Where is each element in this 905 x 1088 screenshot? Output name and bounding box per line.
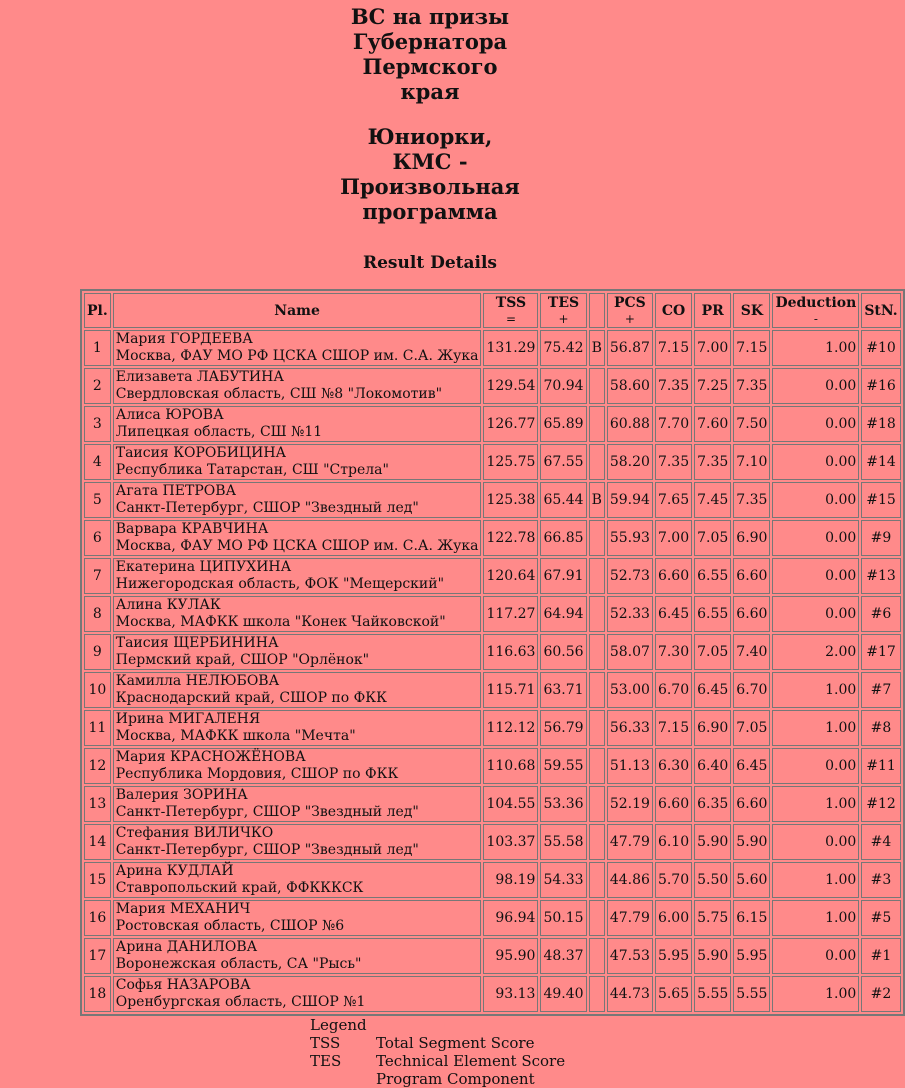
pcs-cell: 47.79 bbox=[607, 900, 653, 936]
place-cell: 3 bbox=[84, 406, 111, 442]
col-tes-header bbox=[540, 293, 586, 328]
bonus-cell bbox=[589, 710, 605, 746]
tes-cell: 65.89 bbox=[540, 406, 586, 442]
tss-cell: 98.19 bbox=[483, 862, 538, 898]
skater-name: Ирина МИГАЛЕНЯ bbox=[115, 711, 261, 727]
skater-club: Пермский край, СШОР "Орлёнок" bbox=[115, 652, 370, 668]
tss-cell: 104.55 bbox=[483, 786, 538, 822]
tss-cell: 117.27 bbox=[483, 596, 538, 632]
start-number-cell: #17 bbox=[861, 634, 900, 670]
deduction-cell: 1.00 bbox=[772, 862, 859, 898]
deduction-cell: 0.00 bbox=[772, 406, 859, 442]
deduction-cell: 0.00 bbox=[772, 368, 859, 404]
bonus-cell bbox=[589, 406, 605, 442]
table-row bbox=[84, 558, 901, 594]
co-cell: 6.60 bbox=[655, 786, 692, 822]
tes-cell: 67.55 bbox=[540, 444, 586, 480]
tes-cell: 48.37 bbox=[540, 938, 586, 974]
name-cell bbox=[113, 748, 482, 784]
legend-abbr: TSS bbox=[310, 1034, 341, 1052]
sk-cell: 5.90 bbox=[733, 824, 770, 860]
pr-cell: 6.55 bbox=[694, 558, 731, 594]
name-cell bbox=[113, 672, 482, 708]
skater-name: Софья НАЗАРОВА bbox=[115, 977, 251, 993]
place-cell: 14 bbox=[84, 824, 111, 860]
co-cell: 7.15 bbox=[655, 330, 692, 366]
tss-cell: 115.71 bbox=[483, 672, 538, 708]
pcs-cell: 55.93 bbox=[607, 520, 653, 556]
skater-name: Стефания ВИЛИЧКО bbox=[115, 825, 274, 841]
pr-cell: 7.05 bbox=[694, 520, 731, 556]
start-number-cell: #6 bbox=[861, 596, 900, 632]
category-title-line: Юниорки, bbox=[367, 124, 493, 149]
col-bonus-header bbox=[589, 293, 605, 328]
skater-club: Республика Татарстан, СШ "Стрела" bbox=[115, 462, 389, 478]
bonus-cell bbox=[589, 444, 605, 480]
name-cell bbox=[113, 862, 482, 898]
event-title-line: Пермского bbox=[362, 54, 498, 79]
table-row bbox=[84, 520, 901, 556]
skater-club: Москва, МАФКК школа "Мечта" bbox=[115, 728, 356, 744]
legend-item bbox=[310, 1052, 565, 1070]
sk-cell: 6.60 bbox=[733, 558, 770, 594]
name-cell bbox=[113, 976, 482, 1012]
tes-cell: 59.55 bbox=[540, 748, 586, 784]
pr-cell: 6.90 bbox=[694, 710, 731, 746]
co-cell: 5.95 bbox=[655, 938, 692, 974]
deduction-cell: 0.00 bbox=[772, 938, 859, 974]
sk-cell: 7.15 bbox=[733, 330, 770, 366]
sk-cell: 5.95 bbox=[733, 938, 770, 974]
bonus-cell bbox=[589, 596, 605, 632]
bonus-cell bbox=[589, 558, 605, 594]
sk-cell: 7.40 bbox=[733, 634, 770, 670]
skater-name: Агата ПЕТРОВА bbox=[115, 483, 237, 499]
tss-cell: 126.77 bbox=[483, 406, 538, 442]
bonus-cell bbox=[589, 862, 605, 898]
skater-name: Арина КУДЛАЙ bbox=[115, 863, 234, 879]
deduction-cell: 0.00 bbox=[772, 558, 859, 594]
start-number-cell: #3 bbox=[861, 862, 900, 898]
category-title-line: программа bbox=[362, 199, 498, 224]
pcs-cell: 59.94 bbox=[607, 482, 653, 518]
skater-club: Оренбургская область, СШОР №1 bbox=[115, 994, 366, 1010]
place-cell: 9 bbox=[84, 634, 111, 670]
sk-cell: 6.70 bbox=[733, 672, 770, 708]
pr-cell: 7.35 bbox=[694, 444, 731, 480]
header-row bbox=[84, 293, 901, 328]
place-cell: 1 bbox=[84, 330, 111, 366]
name-cell bbox=[113, 406, 482, 442]
pcs-sign: + bbox=[624, 311, 635, 326]
skater-name: Елизавета ЛАБУТИНА bbox=[115, 369, 284, 385]
table-row bbox=[84, 786, 901, 822]
col-co-header: CO bbox=[655, 293, 692, 328]
pcs-cell: 52.73 bbox=[607, 558, 653, 594]
skater-club: Москва, ФАУ МО РФ ЦСКА СШОР им. С.А. Жука bbox=[115, 348, 479, 364]
pcs-cell: 60.88 bbox=[607, 406, 653, 442]
tes-cell: 75.42 bbox=[540, 330, 586, 366]
skater-name: Мария МЕХАНИЧ bbox=[115, 901, 251, 917]
co-cell: 7.65 bbox=[655, 482, 692, 518]
legend bbox=[310, 1016, 565, 1088]
name-cell bbox=[113, 824, 482, 860]
start-number-cell: #10 bbox=[861, 330, 900, 366]
name-cell bbox=[113, 444, 482, 480]
place-cell: 16 bbox=[84, 900, 111, 936]
skater-name: Алиса ЮРОВА bbox=[115, 407, 224, 423]
sk-cell: 6.45 bbox=[733, 748, 770, 784]
pr-cell: 7.60 bbox=[694, 406, 731, 442]
skater-club: Воронежская область, СА "Рысь" bbox=[115, 956, 362, 972]
table-row bbox=[84, 748, 901, 784]
co-cell: 5.70 bbox=[655, 862, 692, 898]
deduction-cell: 0.00 bbox=[772, 482, 859, 518]
sk-cell: 7.35 bbox=[733, 482, 770, 518]
results-body bbox=[84, 330, 901, 1012]
co-cell: 6.10 bbox=[655, 824, 692, 860]
deduction-cell: 1.00 bbox=[772, 710, 859, 746]
place-cell: 6 bbox=[84, 520, 111, 556]
deduction-cell: 1.00 bbox=[772, 900, 859, 936]
pr-cell: 7.25 bbox=[694, 368, 731, 404]
pcs-label: PCS bbox=[614, 294, 646, 311]
sk-cell: 6.60 bbox=[733, 786, 770, 822]
co-cell: 7.35 bbox=[655, 444, 692, 480]
co-cell: 6.30 bbox=[655, 748, 692, 784]
co-cell: 6.70 bbox=[655, 672, 692, 708]
sk-cell: 6.90 bbox=[733, 520, 770, 556]
category-title-line: Произвольная bbox=[340, 174, 520, 199]
col-place-header: Pl. bbox=[84, 293, 111, 328]
skater-club: Москва, ФАУ МО РФ ЦСКА СШОР им. С.А. Жука bbox=[115, 538, 479, 554]
start-number-cell: #5 bbox=[861, 900, 900, 936]
table-row bbox=[84, 596, 901, 632]
legend-abbr bbox=[310, 1070, 376, 1088]
pcs-cell: 58.20 bbox=[607, 444, 653, 480]
skater-name: Алина КУЛАК bbox=[115, 597, 221, 613]
tss-cell: 96.94 bbox=[483, 900, 538, 936]
place-cell: 11 bbox=[84, 710, 111, 746]
co-cell: 7.00 bbox=[655, 520, 692, 556]
start-number-cell: #1 bbox=[861, 938, 900, 974]
skater-name: Варвара КРАВЧИНА bbox=[115, 521, 269, 537]
sk-cell: 5.60 bbox=[733, 862, 770, 898]
co-cell: 7.70 bbox=[655, 406, 692, 442]
start-number-cell: #13 bbox=[861, 558, 900, 594]
pcs-cell: 44.73 bbox=[607, 976, 653, 1012]
skater-name: Арина ДАНИЛОВА bbox=[115, 939, 258, 955]
results-table bbox=[80, 289, 905, 1016]
tes-sign: + bbox=[558, 311, 569, 326]
pcs-cell: 47.79 bbox=[607, 824, 653, 860]
bonus-cell: B bbox=[589, 330, 605, 366]
col-name-header: Name bbox=[113, 293, 482, 328]
pr-cell: 5.55 bbox=[694, 976, 731, 1012]
name-cell bbox=[113, 786, 482, 822]
tss-cell: 95.90 bbox=[483, 938, 538, 974]
tes-cell: 64.94 bbox=[540, 596, 586, 632]
skater-club: Нижегородская область, ФОК "Мещерский" bbox=[115, 576, 445, 592]
name-cell bbox=[113, 558, 482, 594]
tes-cell: 60.56 bbox=[540, 634, 586, 670]
deduction-cell: 0.00 bbox=[772, 748, 859, 784]
table-row bbox=[84, 330, 901, 366]
table-row bbox=[84, 482, 901, 518]
table-row bbox=[84, 862, 901, 898]
place-cell: 5 bbox=[84, 482, 111, 518]
sk-cell: 5.55 bbox=[733, 976, 770, 1012]
pcs-cell: 51.13 bbox=[607, 748, 653, 784]
bonus-cell bbox=[589, 976, 605, 1012]
pcs-cell: 56.33 bbox=[607, 710, 653, 746]
skater-name: Екатерина ЦИПУХИНА bbox=[115, 559, 292, 575]
tes-cell: 50.15 bbox=[540, 900, 586, 936]
name-cell bbox=[113, 596, 482, 632]
start-number-cell: #18 bbox=[861, 406, 900, 442]
section-title: Result Details bbox=[362, 253, 498, 273]
sk-cell: 7.50 bbox=[733, 406, 770, 442]
name-cell bbox=[113, 330, 482, 366]
tss-cell: 125.75 bbox=[483, 444, 538, 480]
col-deduction-header bbox=[772, 293, 859, 328]
pr-cell: 6.35 bbox=[694, 786, 731, 822]
pr-cell: 5.90 bbox=[694, 824, 731, 860]
sk-cell: 6.15 bbox=[733, 900, 770, 936]
skater-club: Свердловская область, СШ №8 "Локомотив" bbox=[115, 386, 443, 402]
deduction-cell: 1.00 bbox=[772, 330, 859, 366]
table-row bbox=[84, 368, 901, 404]
col-pcs-header bbox=[607, 293, 653, 328]
skater-name: Таисия ЩЕРБИНИНА bbox=[115, 635, 279, 651]
legend-text: Total Segment Score bbox=[376, 1034, 535, 1052]
sk-cell: 6.60 bbox=[733, 596, 770, 632]
name-cell bbox=[113, 520, 482, 556]
start-number-cell: #2 bbox=[861, 976, 900, 1012]
table-row bbox=[84, 710, 901, 746]
bonus-cell bbox=[589, 368, 605, 404]
deduction-cell: 2.00 bbox=[772, 634, 859, 670]
tes-cell: 70.94 bbox=[540, 368, 586, 404]
tes-cell: 67.91 bbox=[540, 558, 586, 594]
pr-cell: 5.50 bbox=[694, 862, 731, 898]
legend-title: Legend bbox=[310, 1016, 367, 1034]
skater-club: Санкт-Петербург, СШОР "Звездный лед" bbox=[115, 804, 419, 820]
legend-item bbox=[310, 1034, 565, 1052]
name-cell bbox=[113, 368, 482, 404]
name-cell bbox=[113, 710, 482, 746]
tss-cell: 93.13 bbox=[483, 976, 538, 1012]
tss-label: TSS bbox=[495, 294, 527, 311]
tes-cell: 63.71 bbox=[540, 672, 586, 708]
pcs-cell: 56.87 bbox=[607, 330, 653, 366]
skater-club: Москва, МАФКК школа "Конек Чайковской" bbox=[115, 614, 446, 630]
skater-club: Краснодарский край, СШОР по ФКК bbox=[115, 690, 387, 706]
sk-cell: 7.35 bbox=[733, 368, 770, 404]
skater-club: Ставропольский край, ФФКККСК bbox=[115, 880, 364, 896]
skater-name: Таисия КОРОБИЦИНА bbox=[115, 445, 287, 461]
tes-cell: 66.85 bbox=[540, 520, 586, 556]
skater-club: Санкт-Петербург, СШОР "Звездный лед" bbox=[115, 842, 419, 858]
pcs-cell: 53.00 bbox=[607, 672, 653, 708]
pcs-cell: 47.53 bbox=[607, 938, 653, 974]
deduction-cell: 1.00 bbox=[772, 786, 859, 822]
co-cell: 5.65 bbox=[655, 976, 692, 1012]
deduction-sign: - bbox=[813, 311, 818, 326]
legend-item bbox=[310, 1070, 565, 1088]
co-cell: 7.30 bbox=[655, 634, 692, 670]
pr-cell: 5.90 bbox=[694, 938, 731, 974]
bonus-cell bbox=[589, 634, 605, 670]
place-cell: 12 bbox=[84, 748, 111, 784]
deduction-label: Deduction bbox=[775, 294, 857, 311]
table-row bbox=[84, 406, 901, 442]
deduction-cell: 0.00 bbox=[772, 824, 859, 860]
tss-cell: 103.37 bbox=[483, 824, 538, 860]
bonus-cell: B bbox=[589, 482, 605, 518]
bonus-cell bbox=[589, 786, 605, 822]
legend-abbr: TES bbox=[310, 1052, 342, 1070]
tes-label: TES bbox=[547, 294, 580, 311]
name-cell bbox=[113, 482, 482, 518]
sk-cell: 7.05 bbox=[733, 710, 770, 746]
name-cell bbox=[113, 938, 482, 974]
event-title bbox=[330, 4, 530, 224]
event-title-line: края bbox=[400, 79, 460, 104]
col-tss-header bbox=[483, 293, 538, 328]
deduction-cell: 0.00 bbox=[772, 520, 859, 556]
tss-sign: = bbox=[505, 311, 516, 326]
tes-cell: 54.33 bbox=[540, 862, 586, 898]
pcs-cell: 44.86 bbox=[607, 862, 653, 898]
place-cell: 4 bbox=[84, 444, 111, 480]
pcs-cell: 52.33 bbox=[607, 596, 653, 632]
event-title-line: ВС на призы bbox=[350, 4, 510, 29]
co-cell: 6.00 bbox=[655, 900, 692, 936]
start-number-cell: #8 bbox=[861, 710, 900, 746]
pr-cell: 7.05 bbox=[694, 634, 731, 670]
pcs-cell: 52.19 bbox=[607, 786, 653, 822]
skater-club: Липецкая область, СШ №11 bbox=[115, 424, 323, 440]
event-title-line: Губернатора bbox=[352, 29, 508, 54]
pr-cell: 6.45 bbox=[694, 672, 731, 708]
skater-name: Камилла НЕЛЮБОВА bbox=[115, 673, 280, 689]
place-cell: 8 bbox=[84, 596, 111, 632]
tss-cell: 125.38 bbox=[483, 482, 538, 518]
table-row bbox=[84, 444, 901, 480]
deduction-cell: 0.00 bbox=[772, 596, 859, 632]
tss-cell: 122.78 bbox=[483, 520, 538, 556]
tes-cell: 65.44 bbox=[540, 482, 586, 518]
category-title-line: КМС - bbox=[392, 149, 468, 174]
deduction-cell: 1.00 bbox=[772, 672, 859, 708]
place-cell: 13 bbox=[84, 786, 111, 822]
start-number-cell: #4 bbox=[861, 824, 900, 860]
bonus-cell bbox=[589, 900, 605, 936]
start-number-cell: #12 bbox=[861, 786, 900, 822]
pr-cell: 7.45 bbox=[694, 482, 731, 518]
pr-cell: 5.75 bbox=[694, 900, 731, 936]
place-cell: 18 bbox=[84, 976, 111, 1012]
bonus-cell bbox=[589, 748, 605, 784]
place-cell: 15 bbox=[84, 862, 111, 898]
deduction-cell: 0.00 bbox=[772, 444, 859, 480]
start-number-cell: #7 bbox=[861, 672, 900, 708]
pcs-cell: 58.07 bbox=[607, 634, 653, 670]
start-number-cell: #14 bbox=[861, 444, 900, 480]
table-row bbox=[84, 900, 901, 936]
tss-cell: 110.68 bbox=[483, 748, 538, 784]
skater-name: Мария КРАСНОЖЁНОВА bbox=[115, 749, 306, 765]
legend-text: Program Component bbox=[376, 1070, 535, 1088]
name-cell bbox=[113, 900, 482, 936]
skater-club: Ростовская область, СШОР №6 bbox=[115, 918, 345, 934]
table-row bbox=[84, 672, 901, 708]
start-number-cell: #15 bbox=[861, 482, 900, 518]
start-number-cell: #9 bbox=[861, 520, 900, 556]
skater-name: Мария ГОРДЕЕВА bbox=[115, 331, 253, 347]
pr-cell: 7.00 bbox=[694, 330, 731, 366]
start-number-cell: #16 bbox=[861, 368, 900, 404]
tes-cell: 55.58 bbox=[540, 824, 586, 860]
co-cell: 7.15 bbox=[655, 710, 692, 746]
start-number-cell: #11 bbox=[861, 748, 900, 784]
co-cell: 7.35 bbox=[655, 368, 692, 404]
table-row bbox=[84, 976, 901, 1012]
place-cell: 10 bbox=[84, 672, 111, 708]
tes-cell: 53.36 bbox=[540, 786, 586, 822]
bonus-cell bbox=[589, 938, 605, 974]
col-sk-header: SK bbox=[733, 293, 770, 328]
bonus-cell bbox=[589, 672, 605, 708]
tes-cell: 49.40 bbox=[540, 976, 586, 1012]
name-cell bbox=[113, 634, 482, 670]
skater-club: Республика Мордовия, СШОР по ФКК bbox=[115, 766, 399, 782]
co-cell: 6.45 bbox=[655, 596, 692, 632]
tss-cell: 112.12 bbox=[483, 710, 538, 746]
table-row bbox=[84, 634, 901, 670]
place-cell: 7 bbox=[84, 558, 111, 594]
legend-text: Technical Element Score bbox=[376, 1052, 566, 1070]
sk-cell: 7.10 bbox=[733, 444, 770, 480]
table-row bbox=[84, 824, 901, 860]
skater-club: Санкт-Петербург, СШОР "Звездный лед" bbox=[115, 500, 419, 516]
tss-cell: 116.63 bbox=[483, 634, 538, 670]
bonus-cell bbox=[589, 520, 605, 556]
table-row bbox=[84, 938, 901, 974]
tes-cell: 56.79 bbox=[540, 710, 586, 746]
skater-name: Валерия ЗОРИНА bbox=[115, 787, 248, 803]
col-start-number-header: StN. bbox=[861, 293, 900, 328]
pr-cell: 6.40 bbox=[694, 748, 731, 784]
place-cell: 17 bbox=[84, 938, 111, 974]
tss-cell: 131.29 bbox=[483, 330, 538, 366]
tss-cell: 129.54 bbox=[483, 368, 538, 404]
pr-cell: 6.55 bbox=[694, 596, 731, 632]
col-pr-header: PR bbox=[694, 293, 731, 328]
title-gap bbox=[330, 104, 530, 124]
place-cell: 2 bbox=[84, 368, 111, 404]
pcs-cell: 58.60 bbox=[607, 368, 653, 404]
bonus-cell bbox=[589, 824, 605, 860]
tss-cell: 120.64 bbox=[483, 558, 538, 594]
co-cell: 6.60 bbox=[655, 558, 692, 594]
deduction-cell: 1.00 bbox=[772, 976, 859, 1012]
